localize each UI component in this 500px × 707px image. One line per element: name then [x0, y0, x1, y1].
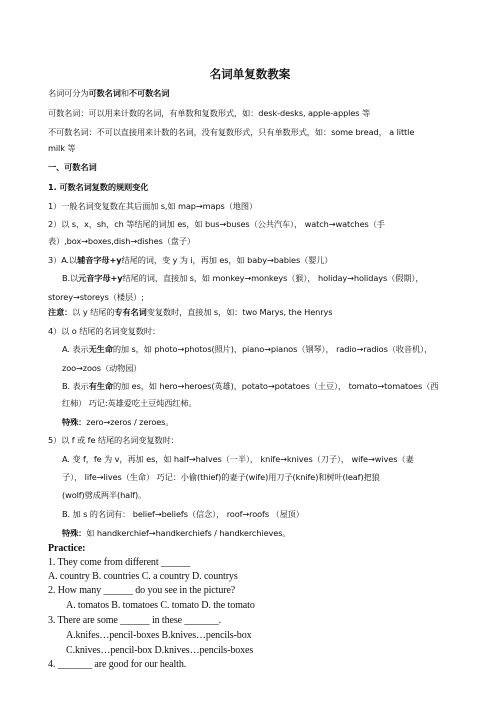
question-1-options: A. country B. countries C. a country D. countrys [48, 571, 238, 582]
rule-4b-pre: B. 表示 [62, 381, 89, 391]
rule-5a-line-3: (wolf)劈成两半(half)。 [62, 490, 147, 500]
rule-3-note-label: 注意： [48, 307, 73, 317]
section-heading: 一、可数名词 [48, 162, 97, 172]
rule-3a-post: 结尾的词，变 y 为 i，再加 es，如 baby→babies（婴儿） [121, 255, 333, 265]
question-3: 3. There are some ______ in these _______. [48, 615, 222, 626]
rule-4-special [62, 416, 173, 428]
rule-1: 1）一般名词变复数在其后面加 s,如 map→maps（地图） [48, 201, 258, 211]
question-3-options-2: C.knives…pencil-box D.knives…pencils-boxes [66, 645, 254, 656]
rule-5-special-text: 如 handkerchief→handkerchiefs / handkerchieves。 [86, 528, 291, 538]
rule-4b-line-2: 红柿） 巧记:英雄爱吃土豆炖西红柿。 [62, 398, 197, 408]
rule-3a-bold: 辅音字母+y [77, 255, 122, 265]
rule-2-line-2: 表）,box→boxes,dish→dishes（盘子） [48, 236, 196, 246]
page-title: 名词单复数教案 [209, 67, 291, 81]
rule-4a-line-2: zoo→zoos（动物园） [62, 363, 142, 373]
rule-2-line-1: 2）以 s，x，sh，ch 等结尾的词加 es，如 bus→buses（公共汽车）， watch→watches（手 [48, 219, 385, 229]
rule-3b [62, 272, 423, 284]
rule-3a [48, 254, 332, 266]
rule-5a-line-2: 子）， life→lives（生命） 巧记：小偷(thief)的妻子(wife)用刀子(knife)和树叶(leaf)把狼 [62, 472, 380, 482]
rule-3b-pre: B.以 [62, 273, 79, 283]
rule-4-special-label: 特殊： [62, 417, 87, 427]
rule-5-special-label: 特殊： [62, 528, 87, 538]
rule-4a [62, 343, 432, 355]
intro-line [48, 87, 169, 99]
rule-3b-line-2: storey→storeys（楼层）; [48, 292, 144, 302]
question-2-options: A. tomatos B. tomatoes C. tomato D. the tomato [66, 600, 255, 611]
question-3-options-1: A.knifes…pencil-boxes B.knives…pencils-box [66, 630, 252, 641]
rule-4: 4）以 o 结尾的名词变复数时： [48, 326, 161, 336]
rule-4a-bold: 无生命 [88, 344, 113, 354]
intro-countable: 可数名词 [88, 88, 121, 98]
intro-uncountable: 不可数名词 [128, 88, 170, 98]
rule-5: 5）以 f 或 fe 结尾的名词变复数时： [48, 435, 179, 445]
question-1: 1. They come from different ______ [48, 557, 191, 568]
rule-4a-post: 的加 s，如 photo→photos(照片)，piano→pianos（钢琴）， radio→radios（收音机）， [112, 344, 433, 354]
question-2: 2. How many ______ do you see in the picture? [48, 585, 236, 596]
question-4: 4. _______ are good for our health. [48, 659, 187, 670]
rule-3-note-bold: 专有名词 [114, 307, 147, 317]
rule-5a-line-1: A. 变 f，fe 为 v，再加 es，如 half→halves（一半）， knife→knives（刀子）， wife→wives（妻 [62, 454, 414, 464]
def-uncountable-2: milk 等 [48, 143, 76, 153]
rule-3-note [48, 306, 332, 318]
practice-heading: Practice: [48, 543, 86, 554]
def-countable: 可数名词：可以用来计数的名词，有单数和复数形式，如：desk-desks, apple-apples 等 [48, 108, 371, 118]
rule-4a-pre: A. 表示 [62, 344, 89, 354]
intro-pre: 名词可分为 [48, 88, 89, 98]
rule-4-special-text: zero→zeros / zeroes。 [86, 417, 174, 427]
rule-4b [62, 380, 438, 392]
rule-3b-post: 结尾的词，直接加 s，如 monkey→monkeys（猴）， holiday→holidays（假期）， [122, 273, 424, 283]
rule-5-special [62, 527, 290, 539]
rule-3-note-post: 变复数时，直接加 s，如：two Marys, the Henrys [146, 307, 333, 317]
subsection-heading: 1. 可数名词复数的规则变化 [48, 182, 149, 192]
def-uncountable-1: 不可数名词：不可以直接用来计数的名词，没有复数形式，只有单数形式，如：some bread， a little [48, 127, 415, 137]
rule-4b-bold: 有生命 [88, 381, 113, 391]
rule-3-note-pre: 以 y 结尾的 [72, 307, 115, 317]
rule-3b-bold: 元音字母+y [78, 273, 123, 283]
rule-3a-pre: 3）A.以 [48, 255, 78, 265]
rule-4b-post: 的加 es，如 hero→heroes(英雄)，potato→potatoes（土豆）， tomato→tomatoes（西 [112, 381, 439, 391]
rule-5b: B. 加 s 的名词有： belief→beliefs（信念）， roof→roofs （屋顶） [62, 509, 304, 519]
intro-and: 和 [120, 88, 129, 98]
